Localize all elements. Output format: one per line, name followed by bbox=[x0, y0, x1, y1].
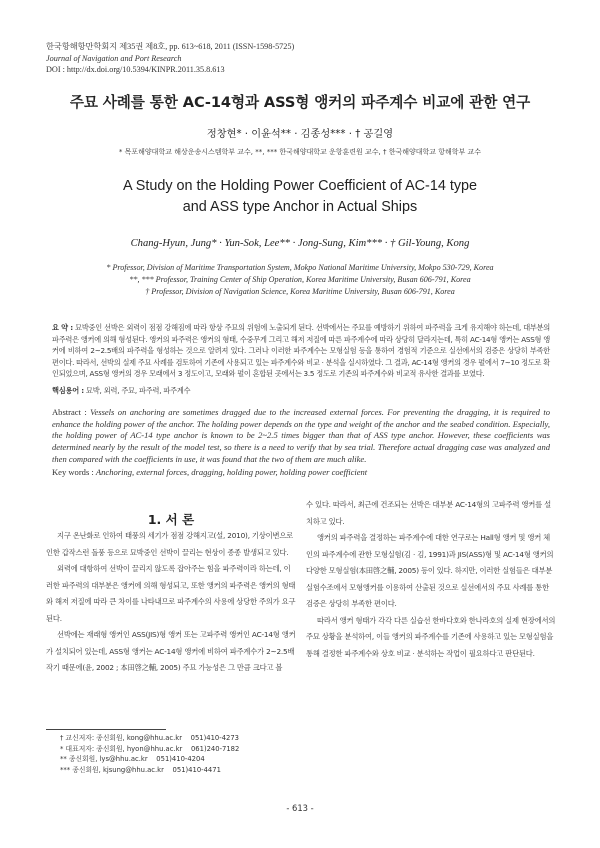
section-heading-introduction: 1. 서 론 bbox=[147, 512, 195, 527]
paragraph: 따라서 앵커 형태가 각각 다른 실습선 한바다호와 한나라호의 실제 현장에서의 주묘 상황을 분석하여, 이들 앵커의 파주계수를 기존에 사용하고 있는 모형실험을 통해 결정한 파주계수와 상호 비교 · 분석하는 작업이 필요하다고 판단된다. bbox=[306, 615, 556, 658]
korean-keywords bbox=[52, 386, 190, 396]
paragraph: 외력에 대항하여 선박이 끌리지 않도록 잡아주는 힘을 파주력이라 하는데, 이러한 파주력의 대부분은 앵커에 의해 형성되고, 또한 앵커의 파주력은 앵커의 형태와 해저 저질에 따라 큰 차이를 나타내므로 파주계수의 사용에 상당한 주의가 요구된다. bbox=[46, 564, 296, 623]
journal-info: 한국항해항만학회지 제35권 제8호, pp. 613~618, 2011 (ISSN-1598-5725) bbox=[46, 42, 295, 51]
english-abstract-text: Vessels on anchoring are sometimes dragged due to the increased external forces. For preventing the dragging, it is required to enhance the holding power of the anchor. The holding power depends on the type and weight of the anchor and the seabed condition. Especially, the holding power of AC-14 type anchor is known to be 2~2.5 times bigger than that of ASS type anchor. However, these coefficients was determined nearly by the result of the model test, so there is a need to verify that by sea trial. Therefore actual dragging case was analyzed and then compared with the coefficients in use, it was found that the two of them are much alike. bbox=[52, 407, 550, 464]
korean-keywords-label: 핵심용어 : bbox=[52, 386, 84, 395]
paragraph: 선박에는 재래형 앵커인 ASS(JIS)형 앵커 또는 고파주력 앵커인 AC-14형 앵커가 설치되어 있는데, ASS형 앵커는 AC-14형 앵커에 비하여 파주계수가 2~2.5배 작기 때문에(윤, 2002 ; 本田啓之輔, 2005) 주묘 가능성은 그 만큼 크다고 볼 bbox=[46, 630, 296, 673]
english-abstract bbox=[52, 407, 550, 466]
page-number: - 613 - bbox=[286, 803, 314, 813]
korean-abstract bbox=[52, 322, 550, 380]
english-keywords-text: Anchoring, external forces, dragging, holding power, holding power coefficient bbox=[95, 467, 368, 477]
footnotes bbox=[60, 733, 239, 776]
korean-title: 주묘 사례를 통한 AC-14형과 ASS형 앵커의 파주계수 비교에 관한 연구 bbox=[69, 94, 531, 111]
paragraph: 수 있다. 따라서, 최근에 건조되는 선박은 대부분 AC-14형의 고파주력 앵커를 설치하고 있다. bbox=[306, 500, 551, 526]
journal-header bbox=[46, 41, 294, 76]
english-title-line2: and ASS type Anchor in Actual Ships bbox=[182, 199, 418, 215]
footnote-member-3: *** 종신회원, kjsung@hhu.ac.kr 051)410-4471 bbox=[60, 766, 221, 775]
english-title bbox=[0, 176, 600, 218]
korean-affiliations: * 목포해양대학교 해상운송시스템학부 교수, **, *** 한국해양대학교 운항훈련원 교수, † 한국해양대학교 항해학부 교수 bbox=[118, 148, 482, 156]
english-keywords-label: Key words : bbox=[52, 467, 94, 477]
english-title-line1: A Study on the Holding Power Coefficient of AC-14 type bbox=[122, 178, 478, 194]
english-abstract-label: Abstract : bbox=[52, 407, 87, 417]
doi: DOI : http://dx.doi.org/10.5394/KINPR.2011.35.8.613 bbox=[46, 65, 225, 75]
footnote-divider bbox=[46, 729, 166, 730]
paragraph: 앵커의 파주력을 결정하는 파주계수에 대한 연구로는 Hall형 앵커 및 앵커 체인의 파주계수에 관한 모형실험(김 · 김, 1991)과 JIS(ASS)형 및 AC-14형 앵커의 다양한 모형실험(本田啓之輔, 2005) 등이 있다. 하지만, 이러한 실험들은 대부분 실험수조에서 모형앵커를 이용하여 산출된 것으로 실선에서의 주묘 사례를 통한 검증은 상당히 부족한 편이다. bbox=[306, 533, 554, 609]
english-affiliations bbox=[0, 262, 600, 297]
left-column bbox=[46, 528, 296, 677]
english-affiliation-1: * Professor, Division of Maritime Transportation System, Mokpo National Maritime University, Mokpo 530-729, Korea bbox=[106, 263, 494, 272]
footnote-member-2: ** 종신회원, lys@hhu.ac.kr 051)410-4204 bbox=[60, 755, 205, 764]
korean-keywords-text: 묘박, 외력, 주묘, 파주력, 파주계수 bbox=[86, 386, 191, 395]
footnote-corresponding: † 교신저자: 종신회원, kong@hhu.ac.kr 051)410-4273 bbox=[60, 734, 239, 742]
korean-authors: 정창현* · 이윤석** · 김종성*** · † 공길영 bbox=[206, 129, 394, 140]
english-keywords bbox=[52, 467, 367, 477]
korean-abstract-label: 요 약 : bbox=[52, 323, 73, 332]
journal-name: Journal of Navigation and Port Research bbox=[46, 53, 182, 63]
english-authors: Chang-Hyun, Jung* · Yun-Sok, Lee** · Jong-Sung, Kim*** · † Gil-Young, Kong bbox=[130, 238, 470, 249]
right-column bbox=[306, 497, 556, 662]
paragraph: 지구 온난화로 인하여 태풍의 세기가 점점 강해지고(설, 2010), 기상이변으로 인한 갑작스런 돌풍 등으로 묘박중인 선박이 끌리는 현상이 종종 발생되고 있다. bbox=[46, 531, 294, 557]
footnote-first-author: * 대표저자: 종신회원, hyon@hhu.ac.kr 061)240-7182 bbox=[60, 744, 240, 753]
english-affiliation-3: † Professor, Division of Navigation Science, Korea Maritime University, Busan 606-791, Korea bbox=[145, 286, 455, 296]
korean-abstract-text: 묘박중인 선박은 외력이 점점 강해짐에 따라 항상 주묘의 위험에 노출되게 된다. 선박에서는 주묘를 예방하기 위하여 파주력을 크게 유지해야 하는데, 대부분의 파주력은 앵커에 의해 형성된다. 앵커의 파주력은 앵커의 형태, 수중무게 그리고 해저 저질에 따른 파주계수에 따라 상당히 달라지는데, 특히 AC-14형 앵커는 ASS형 앵커에 비하여 2~2.5배의 파주력을 형성하는 것으로 알려져 있다. 그러나 이러한 파주계수는 모형실험 등을 통하여 경험적 기준으로 실선에서의 검증은 상당히 부족한 편이다. 따라서, 선박의 실제 주묘 사례를 검토하여 기존에 사용되고 있는 파주계수와 비교 · 분석을 실시하였다. 그 결과, AC-14형 앵커의 경우 펄에서 7~10 정도로 확인되었으며, ASS형 앵커의 경우 모래에서 3 정도이고, 모래와 펄이 혼합된 곳에서는 3.5 정도로 기존의 파주계수와 비교적 유사한 결과를 보였다. bbox=[52, 323, 550, 379]
english-affiliation-2: **, *** Professor, Training Center of Ship Operation, Korea Maritime University, Busan 606-791, Korea bbox=[129, 274, 471, 284]
